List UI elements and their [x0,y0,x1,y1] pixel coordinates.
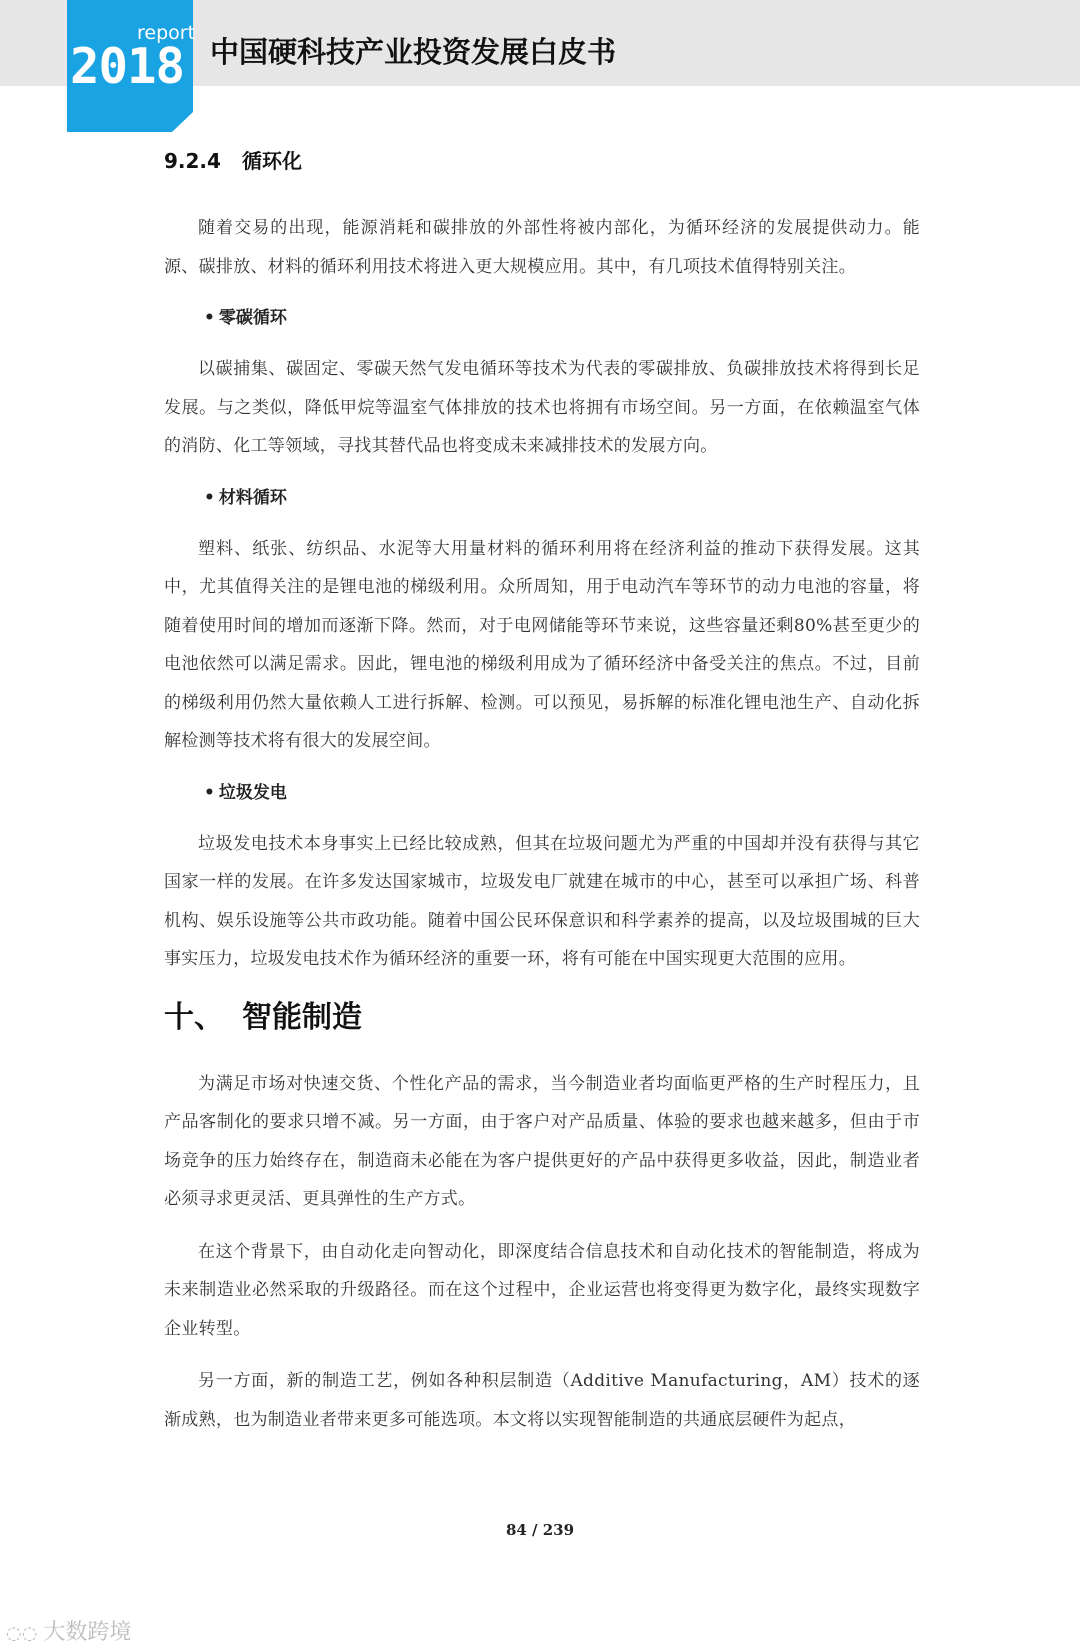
watermark-text: 大数跨境 [43,1620,132,1645]
chapter-title: 智能制造 [242,999,362,1035]
subsection-heading-zero-carbon [204,300,920,336]
section-number: 9.2.4 [164,149,221,173]
logo-report-text: report [137,22,196,44]
chapter-number: 十、 [164,999,224,1035]
subsection-text-waste-power: 垃圾发电技术本身事实上已经比较成熟，但其在垃圾问题尤为严重的中国却并没有获得与其它国家一样的发展。在许多发达国家城市，垃圾发电厂就建在城市的中心，甚至可以承担广场、科普机构、娱乐设施等公共市政功能。随着中国公民环保意识和科学素养的提高，以及垃圾围城的巨大事实压力，垃圾发电技术作为循环经济的重要一环，将有可能在中国实现更大范围的应用。 [164,833,920,969]
subsection-text-materials: 塑料、纸张、纺织品、水泥等大用量材料的循环利用将在经济利益的推动下获得发展。这其中，尤其值得关注的是锂电池的梯级利用。众所周知，用于电动汽车等环节的动力电池的容量，将随着使用时间的增加而逐渐下降。然而，对于电网储能等环节来说，这些容量还剩80%甚至更少的电池依然可以满足需求。因此，锂电池的梯级利用成为了循环经济中备受关注的焦点。不过，目前的梯级利用仍然大量依赖人工进行拆解、检测。可以预见，易拆解的标准化锂电池生产、自动化拆解检测等技术将有很大的发展空间。 [164,538,920,751]
page-content [164,143,920,1453]
chapter-paragraph: 另一方面，新的制造工艺，例如各种积层制造（Additive Manufacturing，AM）技术的逐渐成熟，也为制造业者带来更多可能选项。本文将以实现智能制造的共通底层硬件为起点， [164,1371,920,1430]
watermark-logo-icon: ◌◌ [6,1623,38,1644]
chapter-paragraph: 在这个背景下，由自动化走向智动化，即深度结合信息技术和自动化技术的智能制造，将成为未来制造业必然采取的升级路径。而在这个过程中，企业运营也将变得更为数字化，最终实现数字企业转型。 [164,1241,920,1339]
subsection-title: 垃圾发电 [218,782,287,803]
page-number: 84 / 239 [505,1521,575,1539]
subsection-title: 零碳循环 [218,308,287,328]
chapter-paragraph: 为满足市场对快速交货、个性化产品的需求，当今制造业者均面临更严格的生产时程压力，且产品客制化的要求只增不减。另一方面，由于客户对产品质量、体验的要求也越来越多，但由于市场竞争的压力始终存在，制造商未必能在为客户提供更好的产品中获得更多收益，因此，制造业者必须寻求更灵活、更具弹性的生产方式。 [164,1073,920,1209]
subsection-title: 材料循环 [218,487,287,508]
chapter-heading [164,993,920,1043]
section-title: 循环化 [242,149,302,173]
bullet-icon: • [204,308,215,328]
section-heading [164,143,920,179]
subsection-heading-waste-power [204,775,920,811]
watermark [6,1620,131,1647]
section-intro: 随着交易的出现，能源消耗和碳排放的外部性将被内部化，为循环经济的发展提供动力。能源、碳排放、材料的循环利用技术将进入更大规模应用。其中，有几项技术值得特别关注。 [164,218,920,277]
bullet-icon: • [204,487,215,508]
subsection-heading-materials [204,480,920,516]
bullet-icon: • [204,782,215,803]
document-title: 中国硬科技产业投资发展白皮书 [210,35,617,69]
logo-year-text: 2018 [70,38,185,95]
subsection-text-zero-carbon: 以碳捕集、碳固定、零碳天然气发电循环等技术为代表的零碳排放、负碳排放技术将得到长足发展。与之类似，降低甲烷等温室气体排放的技术也将拥有市场空间。另一方面，在依赖温室气体的消防、化工等领域，寻找其替代品也将变成未来减排技术的发展方向。 [164,359,920,456]
logo-corner-fold [172,112,193,132]
